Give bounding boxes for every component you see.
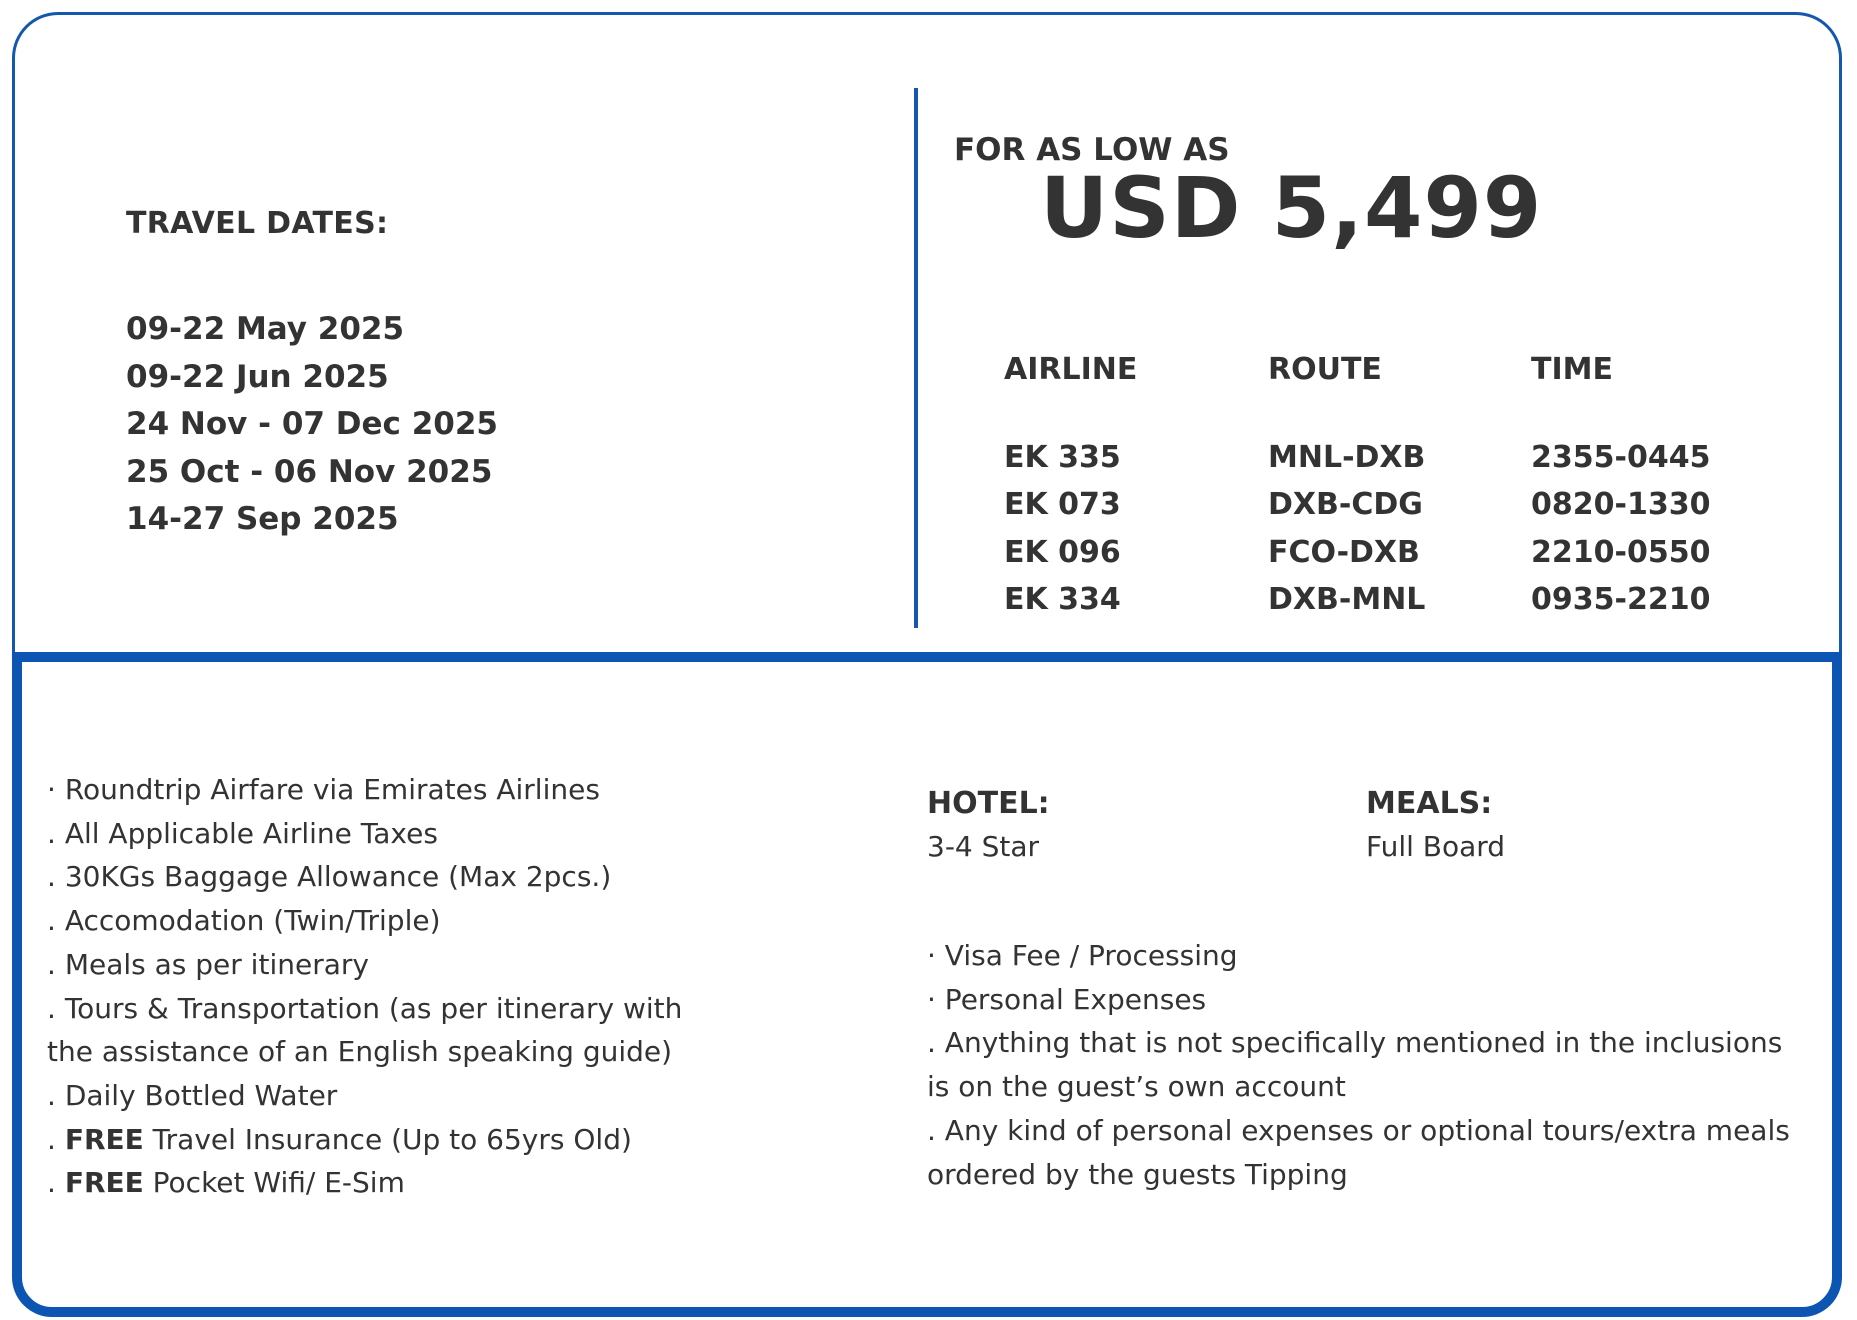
flight-airline-cell: EK 335 xyxy=(1004,440,1121,475)
flight-time-cell: 2355-0445 xyxy=(1531,440,1711,475)
inclusion-bullet: . xyxy=(47,1166,65,1200)
travel-date: 09-22 May 2025 xyxy=(126,311,405,347)
flight-route-cell: DXB-CDG xyxy=(1268,487,1423,522)
flight-time-cell: 2210-0550 xyxy=(1531,535,1711,570)
inclusion-item xyxy=(47,1074,697,1118)
inclusion-text: 30KGs Baggage Allowance (Max 2pcs.) xyxy=(64,860,612,894)
flight-route-cell: MNL-DXB xyxy=(1268,440,1426,475)
inclusion-text: Meals as per itinerary xyxy=(64,947,369,981)
inclusion-bullet: . xyxy=(47,1078,65,1112)
inclusion-text: Roundtrip Airfare via Emirates Airlines xyxy=(64,773,600,806)
inclusion-text: All Applicable Airline Taxes xyxy=(64,816,438,850)
flight-airline-cell: EK 334 xyxy=(1004,582,1121,617)
flight-time-cell: 0935-2210 xyxy=(1531,582,1711,617)
flight-route-cell: DXB-MNL xyxy=(1268,582,1426,617)
flight-route-cell: FCO-DXB xyxy=(1268,535,1420,570)
inclusion-bullet: . xyxy=(47,816,65,850)
inclusion-item xyxy=(47,1161,697,1205)
inclusion-bullet: . xyxy=(47,904,65,938)
inclusion-bullet: . xyxy=(47,947,65,981)
meals-label: MEALS: xyxy=(1366,786,1493,821)
inclusion-item xyxy=(47,1118,697,1162)
route-column-header: ROUTE xyxy=(1268,352,1382,387)
inclusion-bullet: . xyxy=(47,1122,65,1156)
inclusion-bullet: . xyxy=(47,860,65,894)
inclusion-highlight: FREE xyxy=(64,1166,144,1200)
inclusion-item xyxy=(47,987,697,1074)
inclusion-bullet: · xyxy=(47,773,65,806)
meals-value: Full Board xyxy=(1366,830,1506,863)
inclusions-list xyxy=(47,768,697,1205)
inclusion-item xyxy=(47,899,697,943)
inclusion-item xyxy=(47,812,697,856)
inclusion-item xyxy=(47,768,697,812)
inclusion-highlight: FREE xyxy=(64,1122,144,1156)
price-label: FOR AS LOW AS xyxy=(954,132,1230,168)
exclusions-list xyxy=(927,934,1807,1196)
travel-date: 14-27 Sep 2025 xyxy=(126,501,399,537)
inclusion-text: Accomodation (Twin/Triple) xyxy=(64,904,441,938)
inclusion-text: Travel Insurance (Up to 65yrs Old) xyxy=(143,1122,632,1156)
exclusion-item: . Any kind of personal expenses or optional tours/extra meals ordered by the guests Tipping xyxy=(927,1113,1790,1191)
travel-dates-list xyxy=(126,306,498,544)
travel-date: 25 Oct - 06 Nov 2025 xyxy=(126,453,493,490)
price-value: USD 5,499 xyxy=(1040,159,1543,257)
time-column-header: TIME xyxy=(1531,352,1613,387)
travel-date: 09-22 Jun 2025 xyxy=(126,358,389,395)
hotel-value: 3-4 Star xyxy=(927,830,1040,863)
travel-date: 24 Nov - 07 Dec 2025 xyxy=(126,406,498,442)
flight-airline-cell: EK 096 xyxy=(1004,535,1121,570)
inclusion-text: Tours & Transportation (as per itinerary with the assistance of an English speaking guide) xyxy=(47,991,683,1069)
exclusion-item: . Anything that is not specifically mentioned in the inclusions is on the guest’s own account xyxy=(927,1026,1783,1104)
exclusion-item: · Personal Expenses xyxy=(927,982,1207,1016)
inclusion-item xyxy=(47,943,697,987)
travel-dates-title: TRAVEL DATES: xyxy=(126,206,389,241)
inclusion-item xyxy=(47,855,697,899)
airline-column-header: AIRLINE xyxy=(1004,352,1138,387)
flight-time-cell: 0820-1330 xyxy=(1531,487,1711,522)
inclusion-bullet: . xyxy=(47,991,65,1025)
inclusion-text: Daily Bottled Water xyxy=(64,1078,338,1112)
inclusion-text: Pocket Wifi/ E-Sim xyxy=(143,1166,405,1200)
vertical-divider xyxy=(914,88,918,628)
flight-airline-cell: EK 073 xyxy=(1004,487,1121,522)
hotel-label: HOTEL: xyxy=(927,786,1050,821)
exclusion-item: · Visa Fee / Processing xyxy=(927,939,1238,972)
